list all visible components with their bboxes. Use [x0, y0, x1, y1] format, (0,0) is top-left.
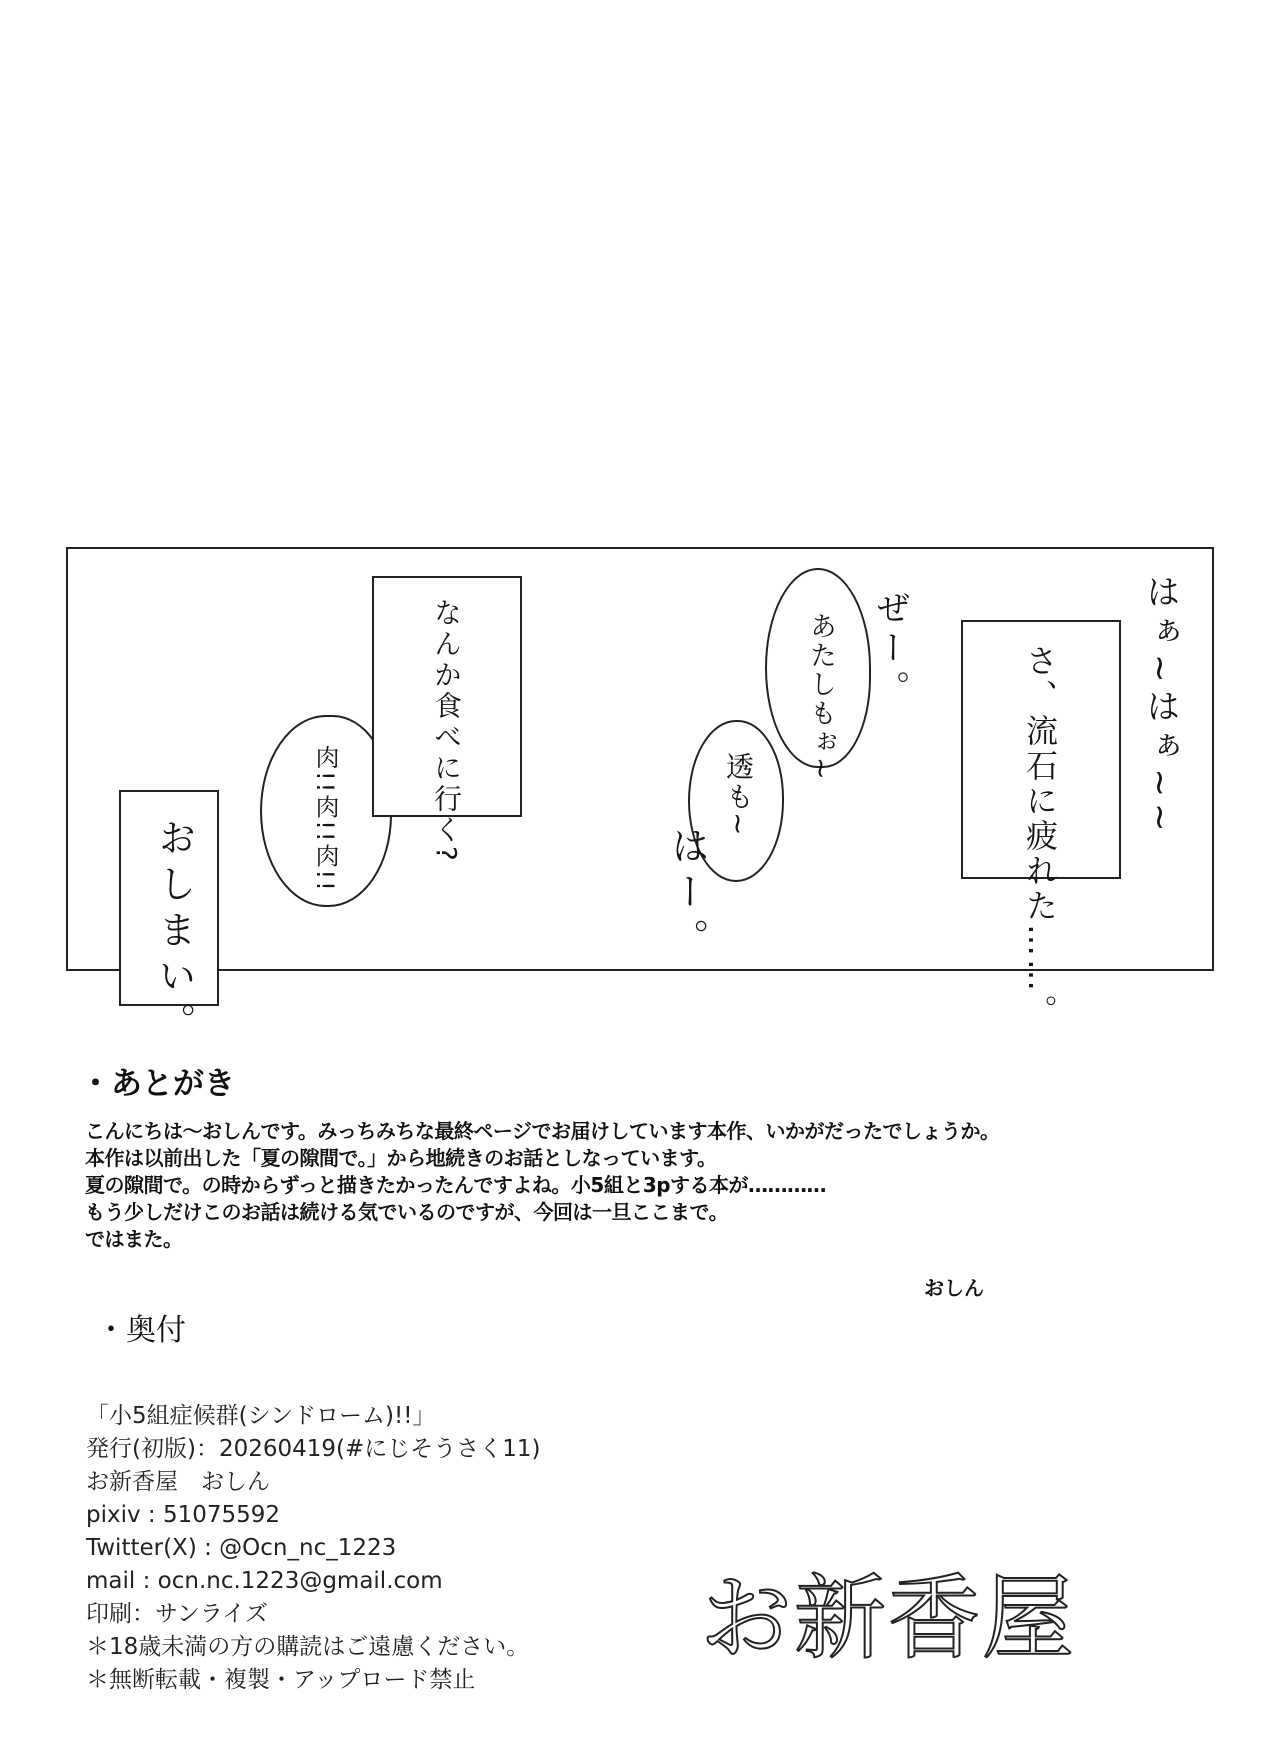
meat-text: 肉!!肉!!肉!!	[311, 745, 339, 893]
eat-caption-box	[372, 576, 522, 864]
colophon-twitter: Twitter(X) : @Ocn_nc_1223	[86, 1535, 397, 1561]
ha-text: はー。	[665, 826, 709, 964]
afterword-body	[85, 1118, 1215, 1253]
ending-box	[119, 790, 219, 1048]
colophon-mail: mail : ocn.nc.1223@gmail.com	[86, 1568, 443, 1594]
circle-logo: お新香屋	[700, 1565, 1077, 1672]
colophon-circle: お新香屋 おしん	[86, 1469, 270, 1495]
ze-text: ぜー。	[870, 590, 910, 710]
colophon-printer: 印刷：サンライズ	[86, 1601, 268, 1627]
colophon-list	[86, 1400, 541, 1697]
colophon-issue-date: 発行(初版)：20260419(#にじそうさく11)	[86, 1436, 541, 1462]
eat-caption-text: なんか食べに行く?	[430, 598, 463, 864]
tired-caption-box	[961, 620, 1121, 1029]
afterword-line: こんにちは～おしんです。みっちみちな最終ページでお届けしています本作、いかがだったでしょうか。	[85, 1119, 1000, 1143]
afterword-line: 夏の隙間で。の時からずっと描きたかったんですよね。小5組と3pする本が…………	[85, 1173, 827, 1197]
afterword-signature: おしん	[924, 1276, 984, 1300]
colophon-title: 「小5組症候群(シンドローム)!!」	[86, 1403, 436, 1429]
colophon-heading: ・奥付	[96, 1313, 186, 1348]
ending-text: おしまい。	[152, 818, 196, 1048]
afterword-line: もう少しだけこのお話は続ける気でいるのですが、今回は一旦ここまで。	[85, 1200, 729, 1224]
afterword-line: ではまた。	[85, 1227, 183, 1251]
afterword-line: 本作は以前出した「夏の隙間で。」から地続きのお話としなっています。	[85, 1146, 717, 1170]
toru-text: 透も~	[722, 752, 755, 838]
tired-caption-text: さ、流石に疲れた……。	[1021, 644, 1059, 1029]
colophon-copyright-notice: ＊無断転載・複製・アップロード禁止	[86, 1667, 476, 1693]
colophon-pixiv: pixiv : 51075592	[86, 1502, 281, 1528]
haa-text: はぁ~はぁ~~	[1140, 574, 1180, 838]
atashi-speech-bubble	[765, 568, 871, 782]
colophon-age-notice: ＊18歳未満の方の購読はご遠慮ください。	[86, 1634, 530, 1660]
atashi-text: あたしもぉ~	[805, 612, 836, 782]
afterword-heading: ・あとがき	[80, 1066, 235, 1102]
